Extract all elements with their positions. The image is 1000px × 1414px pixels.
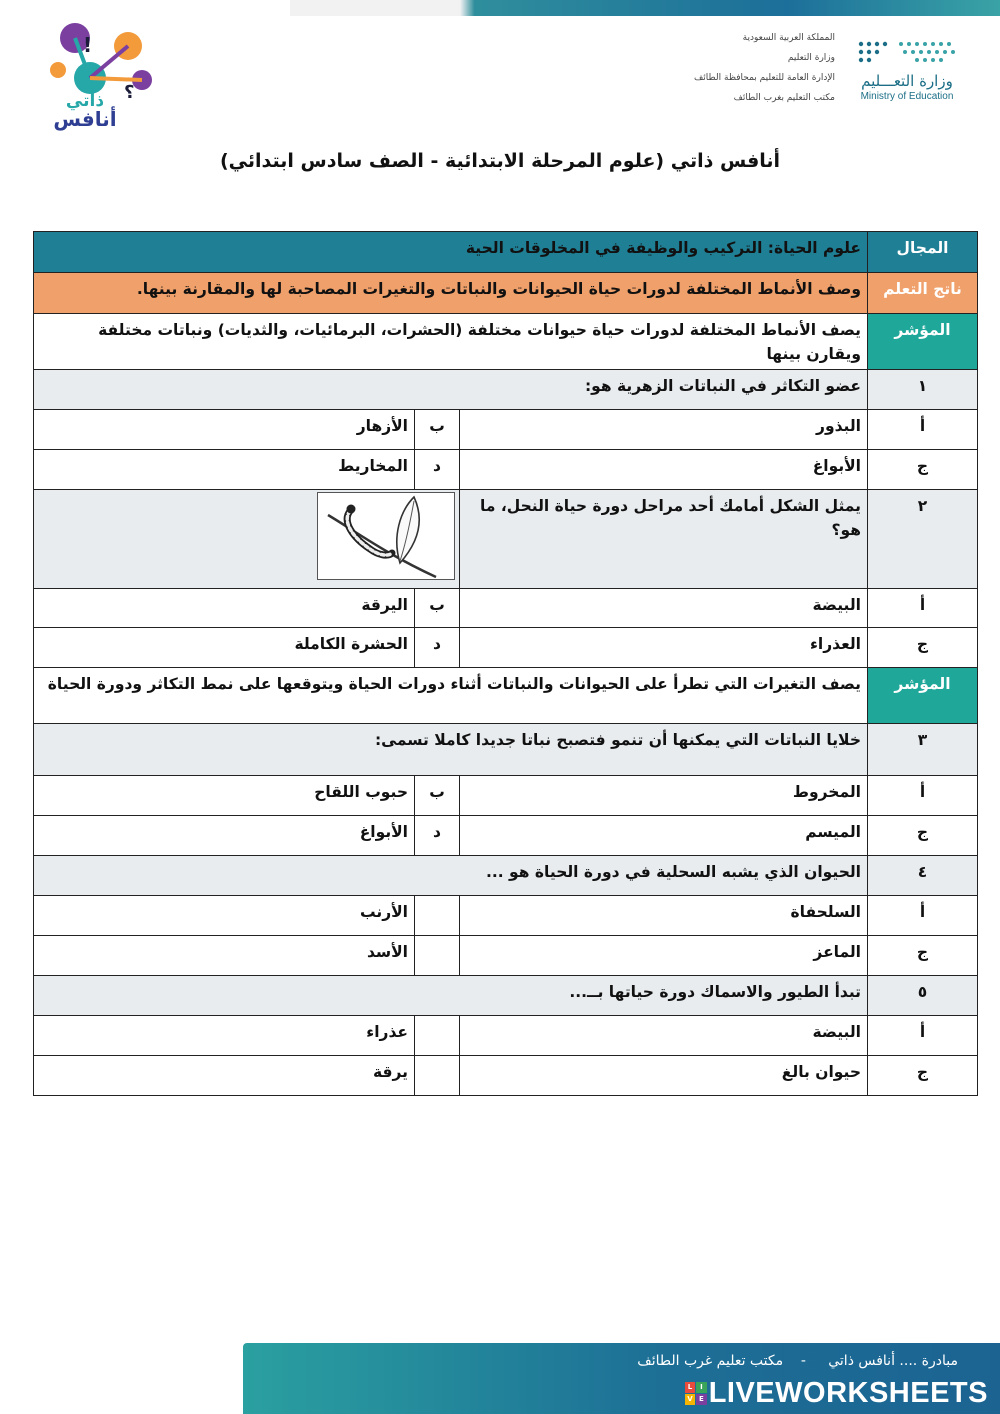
option-letter: ج [868,628,978,668]
option-c[interactable]: العذراء [460,628,868,668]
option-d[interactable]: الأسد [34,936,415,976]
options-row [34,450,978,490]
option-d[interactable]: المخاريط [34,450,415,490]
domain-text: علوم الحياة: التركيب والوظيفة في المخلوقات الحية [34,232,868,273]
question-text: يمثل الشكل أمامك أحد مراحل دورة حياة النحل، ما هو؟ [460,490,868,589]
footer-text: مبادرة .... أنافس ذاتي - مكتب تعليم غرب الطائف [637,1353,958,1369]
option-c[interactable]: الماعز [460,936,868,976]
option-b[interactable]: اليرقة [34,589,415,628]
logo-wordmark [30,91,140,131]
options-row [34,589,978,628]
question-number: ٥ [868,976,978,1016]
outcome-text: وصف الأنماط المختلفة لدورات حياة الحيوانات والنباتات والتغيرات المصاحبة لها والمقارنة بينها. [34,273,868,314]
top-decorative-bar [290,0,1000,16]
option-a[interactable]: البيضة [460,589,868,628]
footer-banner [243,1343,1000,1414]
question-number: ٣ [868,724,978,776]
question-mark-icon: ؟ [124,82,135,103]
liveworksheets-icon [685,1382,707,1404]
option-a[interactable]: المخروط [460,776,868,816]
logo-bubble [50,62,66,78]
option-a[interactable]: السلحفاة [460,896,868,936]
option-c[interactable]: حيوان بالغ [460,1056,868,1096]
question-row [34,724,978,776]
option-letter [415,896,460,936]
ministry-logo [852,38,962,102]
option-letter: أ [868,1016,978,1056]
option-letter: ج [868,816,978,856]
icon-letter: V [685,1394,696,1405]
options-row [34,776,978,816]
ministry-dots-icon [855,38,959,66]
question-number: ٢ [868,490,978,589]
option-c[interactable]: الميسم [460,816,868,856]
indicator-text: يصف الأنماط المختلفة لدورات حياة حيوانات مختلفة (الحشرات، البرمائيات، والثديات) ونباتات مختلفة ويقارن بينها [34,314,868,370]
options-row [34,1016,978,1056]
option-letter: د [415,450,460,490]
question-text: عضو التكاثر في النباتات الزهرية هو: [34,370,868,410]
option-letter: أ [868,896,978,936]
option-b[interactable]: حبوب اللقاح [34,776,415,816]
page-title: أنافس ذاتي (علوم المرحلة الابتدائية - الصف سادس ابتدائي) [219,150,781,172]
option-letter: ج [868,1056,978,1096]
domain-label: المجال [868,232,978,273]
option-letter [415,936,460,976]
option-letter [415,1056,460,1096]
option-letter: أ [868,410,978,450]
option-letter: د [415,628,460,668]
outcome-row [34,273,978,314]
logo-line-2: أنافس [53,107,117,131]
option-d[interactable]: الأبواغ [34,816,415,856]
question-number: ١ [868,370,978,410]
larva-on-leaf-icon [318,493,454,579]
ministry-line: الإدارة العامة للتعليم بمحافظة الطائف [693,73,835,83]
indicator-row [34,314,978,370]
option-d[interactable]: يرقة [34,1056,415,1096]
option-letter: ب [415,776,460,816]
ministry-line: مكتب التعليم بغرب الطائف [733,93,835,103]
ministry-name-arabic: وزارة التعـــليم [861,72,953,90]
options-row [34,896,978,936]
liveworksheets-wordmark: LIVEWORKSHEETS [708,1376,988,1409]
question-row [34,370,978,410]
question-text: تبدأ الطيور والاسماك دورة حياتها بــ... [34,976,868,1016]
ministry-line: المملكة العربية السعودية [742,33,835,43]
outcome-label: ناتج التعلم [868,273,978,314]
question-figure-cell [34,490,460,589]
indicator-label: المؤشر [868,668,978,724]
options-row [34,936,978,976]
options-row [34,410,978,450]
larva-figure [317,492,455,580]
option-a[interactable]: البيضة [460,1016,868,1056]
options-row [34,1056,978,1096]
logo-line-1: ذاتي [65,91,105,111]
assessment-table [33,231,978,1096]
question-text: الحيوان الذي يشبه السحلية في دورة الحياة هو ... [34,856,868,896]
domain-row [34,232,978,273]
question-number: ٤ [868,856,978,896]
option-letter: ب [415,410,460,450]
ministry-header-lines [694,28,835,108]
option-letter: أ [868,776,978,816]
options-row [34,628,978,668]
option-a[interactable]: البذور [460,410,868,450]
indicator-label: المؤشر [868,314,978,370]
question-text: خلايا النباتات التي يمكنها أن تنمو فتصبح نباتا جديدا كاملا تسمى: [34,724,868,776]
option-d[interactable]: الحشرة الكاملة [34,628,415,668]
question-row [34,856,978,896]
exclamation-icon: ! [83,33,93,57]
option-letter: أ [868,589,978,628]
option-letter: ج [868,450,978,490]
option-b[interactable]: عذراء [34,1016,415,1056]
options-row [34,816,978,856]
question-row [34,490,978,589]
option-letter: ج [868,936,978,976]
indicator-row [34,668,978,724]
ministry-name-english: Ministry of Education [860,91,954,102]
icon-letter: I [696,1382,707,1393]
option-letter [415,1016,460,1056]
ministry-line: وزارة التعليم [787,53,835,63]
option-b[interactable]: الأرنب [34,896,415,936]
option-c[interactable]: الأبواغ [460,450,868,490]
icon-letter: L [685,1382,696,1393]
icon-letter: E [696,1394,707,1405]
option-letter: ب [415,589,460,628]
liveworksheets-brand[interactable] [685,1375,988,1411]
option-b[interactable]: الأزهار [34,410,415,450]
option-letter: د [415,816,460,856]
question-row [34,976,978,1016]
indicator-text: يصف التغيرات التي تطرأ على الحيوانات والنباتات أثناء دورات الحياة ويتوقعها على نمط التكاثر ودورة الحياة [34,668,868,724]
